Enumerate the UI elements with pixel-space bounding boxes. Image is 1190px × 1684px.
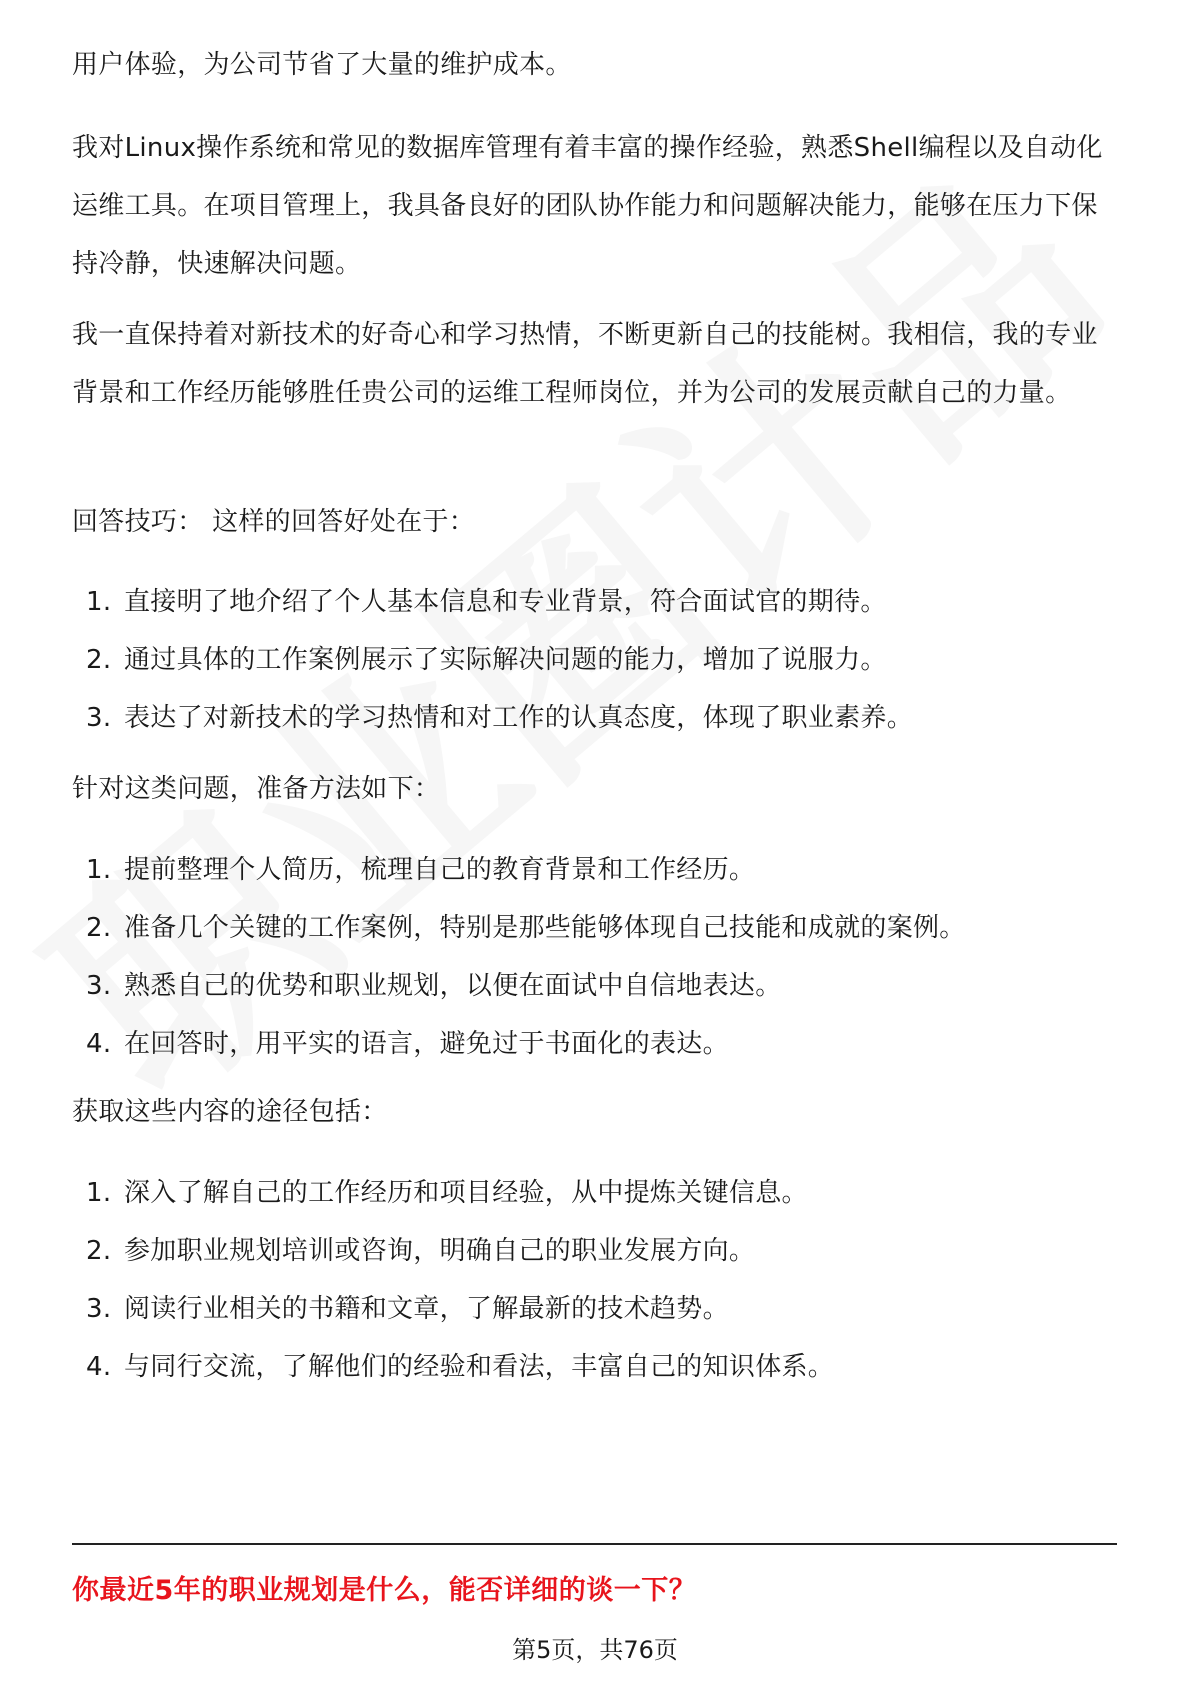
paragraph-skills: 我对Linux操作系统和常见的数据库管理有着丰富的操作经验，熟悉Shell编程以及自动化运维工具。在项目管理上，我具备良好的团队协作能力和问题解决能力，能够在压力下保持冷静，快速解决问题。 — [72, 133, 1103, 279]
list-number: 3. — [86, 703, 112, 733]
list-number: 3. — [86, 1294, 112, 1324]
sources-list — [72, 1164, 1117, 1396]
list-text: 表达了对新技术的学习热情和对工作的认真态度，体现了职业素养。 — [124, 703, 914, 733]
list-item — [72, 1280, 1117, 1338]
list-number: 3. — [86, 971, 112, 1001]
paragraph-intro-end: 用户体验，为公司节省了大量的维护成本。 — [72, 50, 572, 80]
prep-heading: 针对这类问题，准备方法如下： — [72, 774, 441, 804]
list-text: 阅读行业相关的书籍和文章，了解最新的技术趋势。 — [124, 1294, 729, 1324]
list-text: 与同行交流，了解他们的经验和看法，丰富自己的知识体系。 — [124, 1352, 835, 1382]
list-number: 2. — [86, 1236, 112, 1266]
list-item — [72, 841, 1117, 899]
list-item — [72, 689, 1117, 747]
list-text: 通过具体的工作案例展示了实际解决问题的能力，增加了说服力。 — [124, 645, 887, 675]
list-text: 在回答时，用平实的语言，避免过于书面化的表达。 — [124, 1029, 729, 1059]
list-number: 1. — [86, 1178, 112, 1208]
paragraph-motivation: 我一直保持着对新技术的好奇心和学习热情，不断更新自己的技能树。我相信，我的专业背景和工作经历能够胜任贵公司的运维工程师岗位，并为公司的发展贡献自己的力量。 — [72, 320, 1098, 408]
list-item — [72, 1338, 1117, 1396]
list-number: 1. — [86, 587, 112, 617]
list-text: 参加职业规划培训或咨询，明确自己的职业发展方向。 — [124, 1236, 756, 1266]
next-question-heading: 你最近5年的职业规划是什么，能否详细的谈一下？ — [72, 1575, 697, 1606]
page-footer: 第5页，共76页 — [512, 1636, 678, 1664]
sources-heading: 获取这些内容的途径包括： — [72, 1097, 388, 1127]
list-number: 2. — [86, 645, 112, 675]
list-number: 4. — [86, 1029, 112, 1059]
list-item — [72, 1222, 1117, 1280]
list-text: 提前整理个人简历，梳理自己的教育背景和工作经历。 — [124, 855, 756, 885]
list-item — [72, 1164, 1117, 1222]
list-item — [72, 573, 1117, 631]
list-item — [72, 899, 1117, 957]
tips-heading: 回答技巧： 这样的回答好处在于： — [72, 507, 476, 537]
list-text: 准备几个关键的工作案例，特别是那些能够体现自己技能和成就的案例。 — [124, 913, 966, 943]
list-number: 4. — [86, 1352, 112, 1382]
list-text: 深入了解自己的工作经历和项目经验，从中提炼关键信息。 — [124, 1178, 808, 1208]
list-text: 直接明了地介绍了个人基本信息和专业背景，符合面试官的期待。 — [124, 587, 887, 617]
tips-list — [72, 573, 1117, 747]
list-item — [72, 957, 1117, 1015]
list-text: 熟悉自己的优势和职业规划，以便在面试中自信地表达。 — [124, 971, 782, 1001]
list-number: 2. — [86, 913, 112, 943]
list-item — [72, 1015, 1117, 1073]
list-item — [72, 631, 1117, 689]
list-number: 1. — [86, 855, 112, 885]
prep-list — [72, 841, 1117, 1073]
section-divider — [72, 1543, 1117, 1545]
